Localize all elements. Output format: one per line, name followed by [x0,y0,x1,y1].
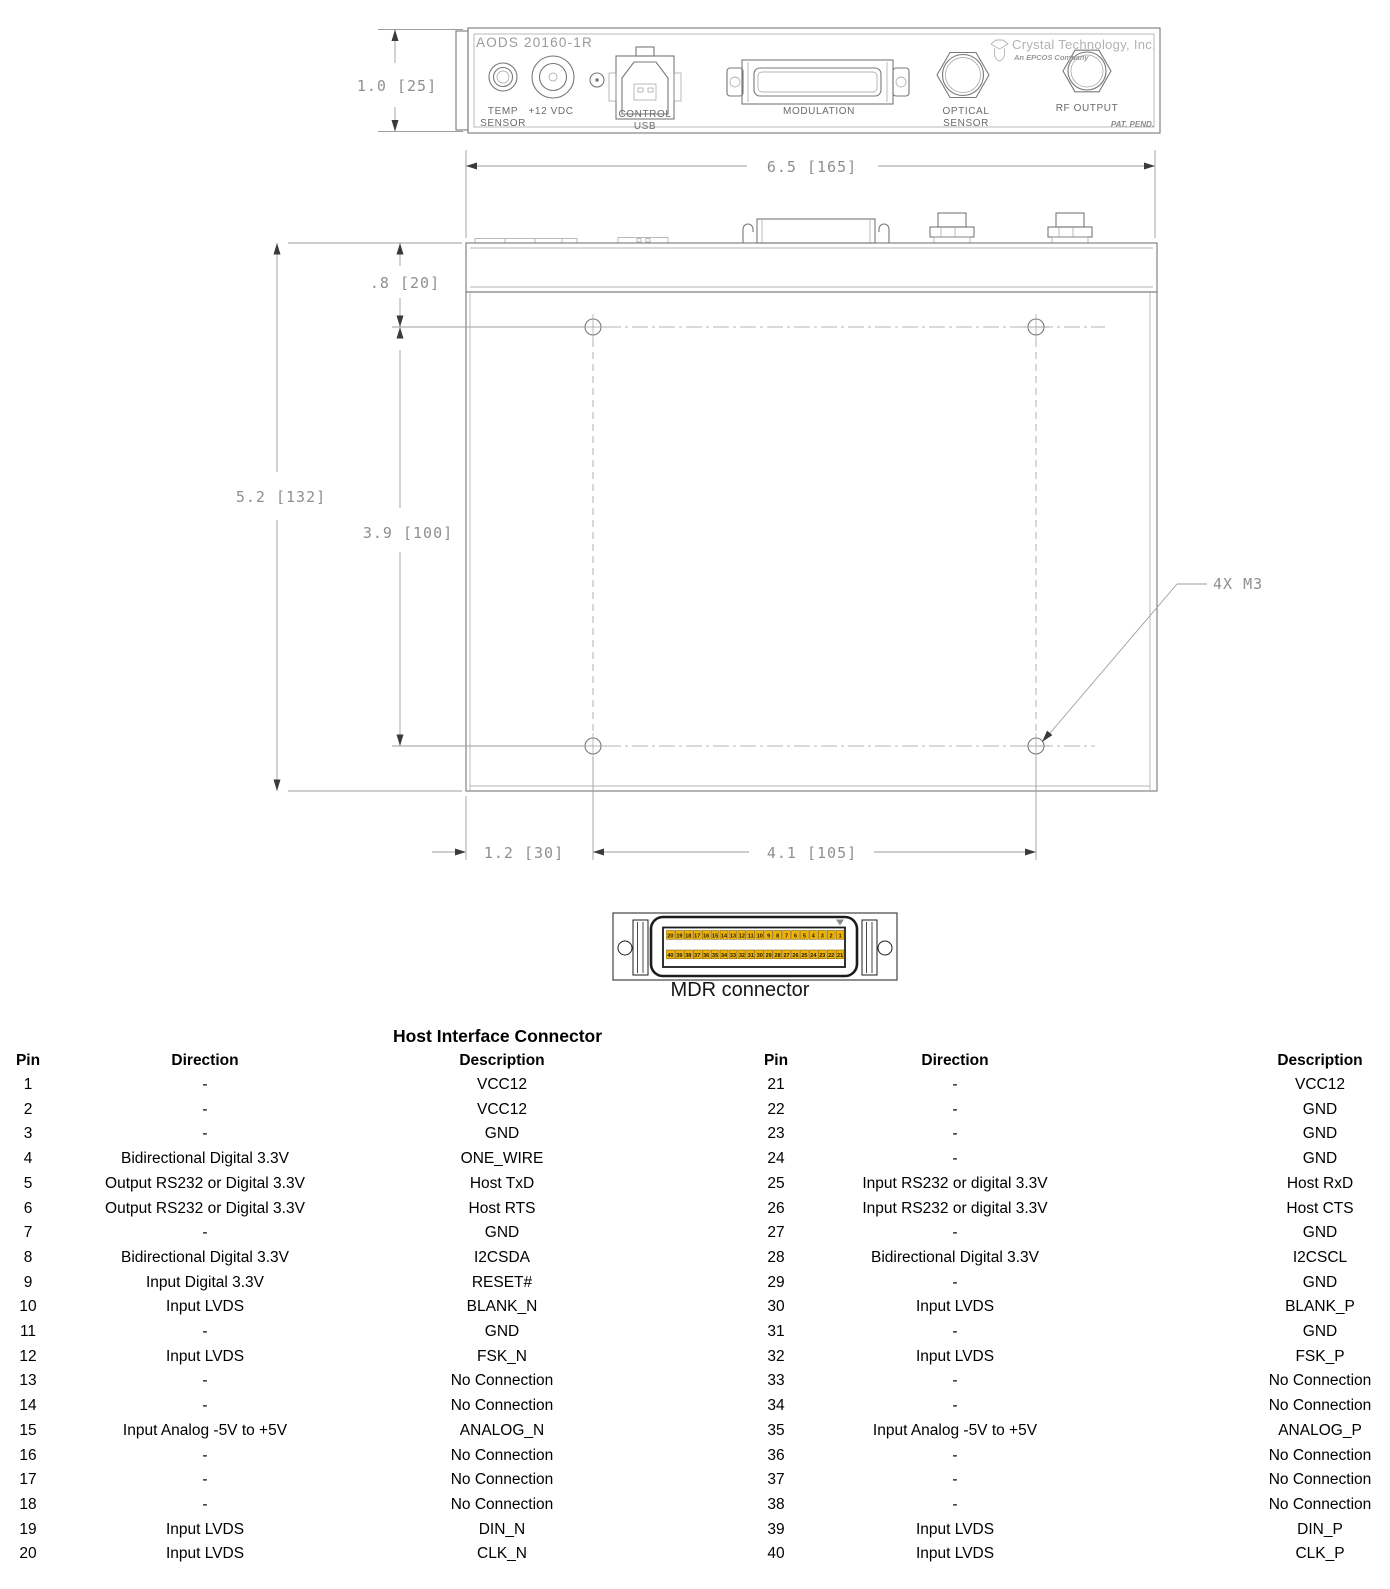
table-row [0,1221,650,1246]
table-cell: No Connection [1268,1372,1372,1390]
table-cell: 12 [19,1347,37,1365]
mdr-pin-number: 18 [685,933,692,940]
table-row [0,1518,650,1543]
dim-text-hole-span-horizontal: 4.1 [105] [766,844,858,862]
table-cell: - [952,1471,958,1489]
table-cell: 4 [23,1150,33,1168]
table-cell: Host RxD [1286,1174,1354,1192]
table-row [0,1320,650,1345]
brand-tagline: An EPCOS Company [1014,53,1089,62]
table-cell: I2CSDA [474,1248,530,1266]
table-header-row [0,1048,650,1073]
brand-logo [991,37,1156,62]
mdr-pin-number: 37 [694,952,701,959]
mdr-pin-number: 24 [810,952,817,959]
table-cell: Host TxD [469,1174,535,1192]
table-cell: 16 [19,1446,37,1464]
temp-sensor-label-line1: TEMP [487,106,519,117]
table-cell: - [952,1446,958,1464]
table-row [700,1468,1390,1493]
table-cell: 7 [23,1224,33,1242]
table-cell: RESET# [471,1273,533,1291]
table-row [0,1345,650,1370]
table-cell: - [952,1495,958,1513]
table-cell: - [952,1100,958,1118]
table-cell: 37 [767,1471,785,1489]
table-row [0,1468,650,1493]
table-cell: - [202,1397,208,1415]
table-cell: DIN_P [1297,1520,1343,1538]
table-cell: Input Digital 3.3V [145,1273,265,1291]
optical-silhouette [930,213,974,243]
table-row [700,1369,1390,1394]
pin-table-left [0,1048,650,1567]
table-cell: GND [1302,1323,1338,1341]
table-row [0,1369,650,1394]
hole-callout-leader [1042,575,1263,742]
table-row [0,1098,650,1123]
header-pin: Pin [15,1052,41,1069]
table-cell: Bidirectional Digital 3.3V [120,1248,289,1266]
front-panel-left-tab [456,31,468,130]
panel-strip [466,243,1157,292]
mdr-pin-number: 11 [747,933,754,940]
dim-text-panel-height: 1.0 [25] [356,77,438,95]
table-cell: 30 [767,1298,785,1316]
header-pin: Pin [763,1052,789,1069]
table-cell: No Connection [450,1372,554,1390]
table-row [700,1147,1390,1172]
table-cell: 32 [767,1347,785,1365]
mdr-pin-number: 9 [767,933,771,940]
patent-pending-label: PAT. PEND. [1110,120,1154,129]
table-cell: 24 [767,1150,785,1168]
table-cell: No Connection [1268,1495,1372,1513]
table-cell: Bidirectional Digital 3.3V [120,1150,289,1168]
mdr-pin-number: 35 [712,952,719,959]
table-cell: No Connection [450,1471,554,1489]
mdr-pin-number: 34 [720,952,728,959]
rf-output-label: RF OUTPUT [1055,103,1119,114]
mdr-pin-number: 19 [676,933,683,940]
table-cell: BLANK_N [466,1298,538,1316]
table-cell: Host CTS [1286,1199,1354,1217]
mdr-pin-number: 15 [712,933,719,940]
table-cell: VCC12 [1295,1076,1345,1093]
table-cell: - [952,1323,958,1341]
table-cell: Input Analog -5V to +5V [872,1421,1038,1439]
table-cell: 22 [767,1100,785,1118]
table-header-row [700,1048,1390,1073]
usb-label-line1: CONTROL [618,109,672,120]
dimension-hole-span-horizontal [593,757,1036,862]
top-view [466,213,1157,791]
model-number-label: AODS 20160-1R [476,35,593,50]
table-cell: Input LVDS [915,1347,995,1365]
table-cell: Bidirectional Digital 3.3V [870,1248,1039,1266]
table-cell: VCC12 [477,1076,527,1093]
table-cell: 2 [23,1100,33,1118]
table-cell: GND [1302,1150,1338,1168]
table-cell: No Connection [450,1397,554,1415]
table-cell: Host RTS [468,1199,536,1217]
table-cell: GND [484,1323,520,1341]
mdr-pin-number: 22 [828,952,835,959]
mdr-pin-number: 8 [776,933,780,940]
table-cell: No Connection [450,1446,554,1464]
table-cell: GND [484,1125,520,1143]
usb-label-line2: USB [633,121,657,132]
mdr-pin-number: 32 [738,952,745,959]
table-row [700,1122,1390,1147]
table-row [0,1073,650,1098]
modulation-connector [727,60,909,104]
mdr-connector-label: MDR connector [670,979,810,1001]
table-cell: Input LVDS [915,1545,995,1563]
table-cell: Input LVDS [915,1298,995,1316]
mdr-pin-number: 6 [793,933,798,940]
table-cell: 11 [19,1323,37,1341]
table-cell: 39 [767,1520,785,1538]
table-cell: 9 [23,1273,33,1291]
table-row [700,1444,1390,1469]
pin-table-title: Host Interface Connector [392,1026,603,1046]
temp-sensor-label-line2: SENSOR [480,118,526,129]
mdr-pin-number: 39 [676,952,683,959]
table-cell: Input LVDS [165,1298,245,1316]
table-row [700,1542,1390,1567]
table-cell: 28 [767,1248,785,1266]
table-cell: DIN_N [478,1520,526,1538]
mdr-pin-number: 7 [785,933,789,940]
table-cell: 27 [767,1224,785,1242]
table-row [700,1098,1390,1123]
dimension-hole-span-vertical [363,350,584,746]
table-row [700,1271,1390,1296]
mdr-pin-number: 4 [811,933,815,940]
table-cell: 40 [767,1545,785,1563]
table-cell: 1 [23,1076,33,1093]
table-cell: No Connection [450,1495,554,1513]
table-cell: Input LVDS [915,1520,995,1538]
mdr-pin-number: 28 [774,952,781,959]
mdr-pin-number: 16 [703,933,710,940]
mdr-pin-number: 25 [801,952,808,959]
mdr-pin-number: 10 [756,933,763,940]
table-cell: GND [1302,1100,1338,1118]
header-direction: Direction [171,1052,239,1069]
table-cell: - [952,1224,958,1242]
table-cell: Output RS232 or Digital 3.3V [105,1199,305,1217]
header-direction: Direction [921,1052,989,1069]
table-cell: Input RS232 or digital 3.3V [862,1174,1048,1192]
table-cell: No Connection [1268,1446,1372,1464]
dimension-lid-offset [370,243,584,339]
table-cell: 14 [19,1397,37,1415]
table-cell: - [952,1076,958,1093]
table-row [0,1493,650,1518]
table-row [0,1295,650,1320]
header-description: Description [1277,1052,1363,1069]
table-cell: - [952,1372,958,1390]
table-cell: 23 [767,1125,785,1143]
front-panel-view [456,28,1160,133]
table-cell: 3 [23,1125,33,1143]
mounting-hole-top-right [1023,314,1049,340]
table-cell: 20 [19,1545,37,1563]
table-row [700,1197,1390,1222]
table-row [700,1493,1390,1518]
table-row [0,1444,650,1469]
mdr-silhouette [743,219,889,243]
table-cell: - [952,1397,958,1415]
mdr-pin-number: 27 [783,952,790,959]
mdr-pin-number: 38 [685,952,692,959]
table-cell: 18 [19,1495,37,1513]
table-row [700,1295,1390,1320]
dim-text-hole-span-vertical: 3.9 [100] [362,524,454,542]
dim-text-overall-depth: 5.2 [132] [235,488,327,506]
table-cell: Input Analog -5V to +5V [122,1421,288,1439]
table-row [700,1394,1390,1419]
table-cell: ANALOG_P [1278,1421,1362,1439]
table-row [700,1073,1390,1098]
table-cell: 33 [767,1372,785,1390]
dim-text-hole-offset-left: 1.2 [30] [483,844,565,862]
table-cell: 36 [767,1446,785,1464]
table-row [0,1271,650,1296]
mdr-pin-number: 13 [729,933,737,940]
mdr-pin-number: 36 [703,952,710,959]
table-cell: GND [1302,1273,1338,1291]
power-label: +12 VDC [528,106,574,117]
table-row [700,1518,1390,1543]
table-cell: - [952,1150,958,1168]
table-row [0,1147,650,1172]
table-cell: CLK_P [1295,1545,1345,1563]
mdr-pin-number: 33 [729,952,737,959]
table-cell: 25 [767,1174,785,1192]
table-row [0,1197,650,1222]
table-cell: 31 [767,1323,785,1341]
power-jack [532,56,574,98]
table-row [700,1345,1390,1370]
table-cell: 38 [767,1495,785,1513]
optical-sensor-label-line2: SENSOR [943,118,989,129]
table-cell: Input LVDS [165,1347,245,1365]
table-cell: Input LVDS [165,1545,245,1563]
mdr-pin-number: 31 [747,952,754,959]
table-row [700,1172,1390,1197]
table-row [700,1246,1390,1271]
table-cell: - [202,1372,208,1390]
table-row [0,1419,650,1444]
table-cell: 29 [767,1273,785,1291]
table-cell: - [202,1446,208,1464]
table-cell: 21 [767,1076,785,1093]
table-cell: - [202,1076,208,1093]
table-cell: 13 [19,1372,37,1390]
mdr-pin-number: 14 [720,933,728,940]
table-row [0,1246,650,1271]
table-cell: - [202,1495,208,1513]
usb-silhouette [618,238,668,244]
dimension-panel-height [357,30,463,132]
mdr-pin-number: 1 [838,933,842,940]
optical-sensor-label-line1: OPTICAL [942,106,990,117]
table-cell: 34 [767,1397,785,1415]
table-cell: - [202,1224,208,1242]
table-cell: 5 [23,1174,33,1192]
table-cell: 35 [767,1421,785,1439]
table-cell: - [202,1100,208,1118]
table-cell: GND [484,1224,520,1242]
table-row [0,1122,650,1147]
table-cell: - [202,1471,208,1489]
rf-silhouette [1048,213,1092,243]
mdr-pin-number: 40 [667,952,674,959]
table-row [0,1172,650,1197]
mdr-pin-number: 29 [765,952,772,959]
mdr-pin-number: 17 [694,933,701,940]
modulation-label: MODULATION [783,106,855,117]
mdr-pin-number: 20 [667,933,674,940]
table-cell: ANALOG_N [459,1421,545,1439]
table-row [700,1221,1390,1246]
table-cell: CLK_N [477,1545,527,1563]
dimension-overall-depth [236,243,462,791]
led-indicator [590,73,604,87]
dimension-overall-width [466,150,1155,238]
dim-text-lid-offset: .8 [20] [369,274,441,292]
table-row [700,1419,1390,1444]
table-row [0,1394,650,1419]
table-cell: Output RS232 or Digital 3.3V [105,1174,305,1192]
table-cell: - [952,1273,958,1291]
mdr-pin-number: 30 [756,952,763,959]
table-cell: 26 [767,1199,785,1217]
table-cell: GND [1302,1224,1338,1242]
optical-sensor-connector [937,53,989,98]
table-cell: - [202,1125,208,1143]
table-cell: Input LVDS [165,1520,245,1538]
mdr-pin-number: 2 [829,933,833,940]
dimension-hole-offset-left [432,757,593,862]
brand-name: Crystal Technology, Inc. [1012,37,1157,52]
mdr-pin-number: 26 [792,952,799,959]
table-cell: Input RS232 or digital 3.3V [862,1199,1048,1217]
table-cell: VCC12 [477,1100,527,1118]
table-cell: 8 [23,1248,33,1266]
table-cell: FSK_N [477,1347,527,1365]
mdr-pin-number: 23 [819,952,826,959]
table-cell: - [202,1323,208,1341]
dim-text-overall-width: 6.5 [165] [766,158,858,176]
mdr-pin-number: 21 [837,952,844,959]
table-cell: GND [1302,1125,1338,1143]
table-cell: 17 [19,1471,37,1489]
table-cell: I2CSCL [1292,1248,1348,1266]
enclosure-body [466,292,1157,791]
table-cell: No Connection [1268,1471,1372,1489]
table-cell: No Connection [1268,1397,1372,1415]
mdr-pin-number: 3 [820,933,824,940]
table-cell: BLANK_P [1285,1298,1355,1316]
table-cell: 6 [23,1199,33,1217]
crystal-gem-icon [991,40,1008,61]
table-cell: 10 [19,1298,37,1316]
table-row [700,1320,1390,1345]
mdr-pin-number: 12 [738,933,745,940]
table-cell: ONE_WIRE [460,1150,544,1168]
table-cell: - [952,1125,958,1143]
temp-sensor-jack [489,63,517,91]
table-row [0,1542,650,1567]
mdr-connector-figure [613,913,897,980]
header-description: Description [459,1052,545,1069]
mdr-pin-number: 5 [802,933,806,940]
pin-table-right [700,1048,1390,1567]
dim-text-hole-callout: 4X M3 [1213,575,1264,593]
table-cell: 19 [19,1520,37,1538]
table-cell: FSK_P [1295,1347,1345,1365]
table-cell: 15 [19,1421,37,1439]
